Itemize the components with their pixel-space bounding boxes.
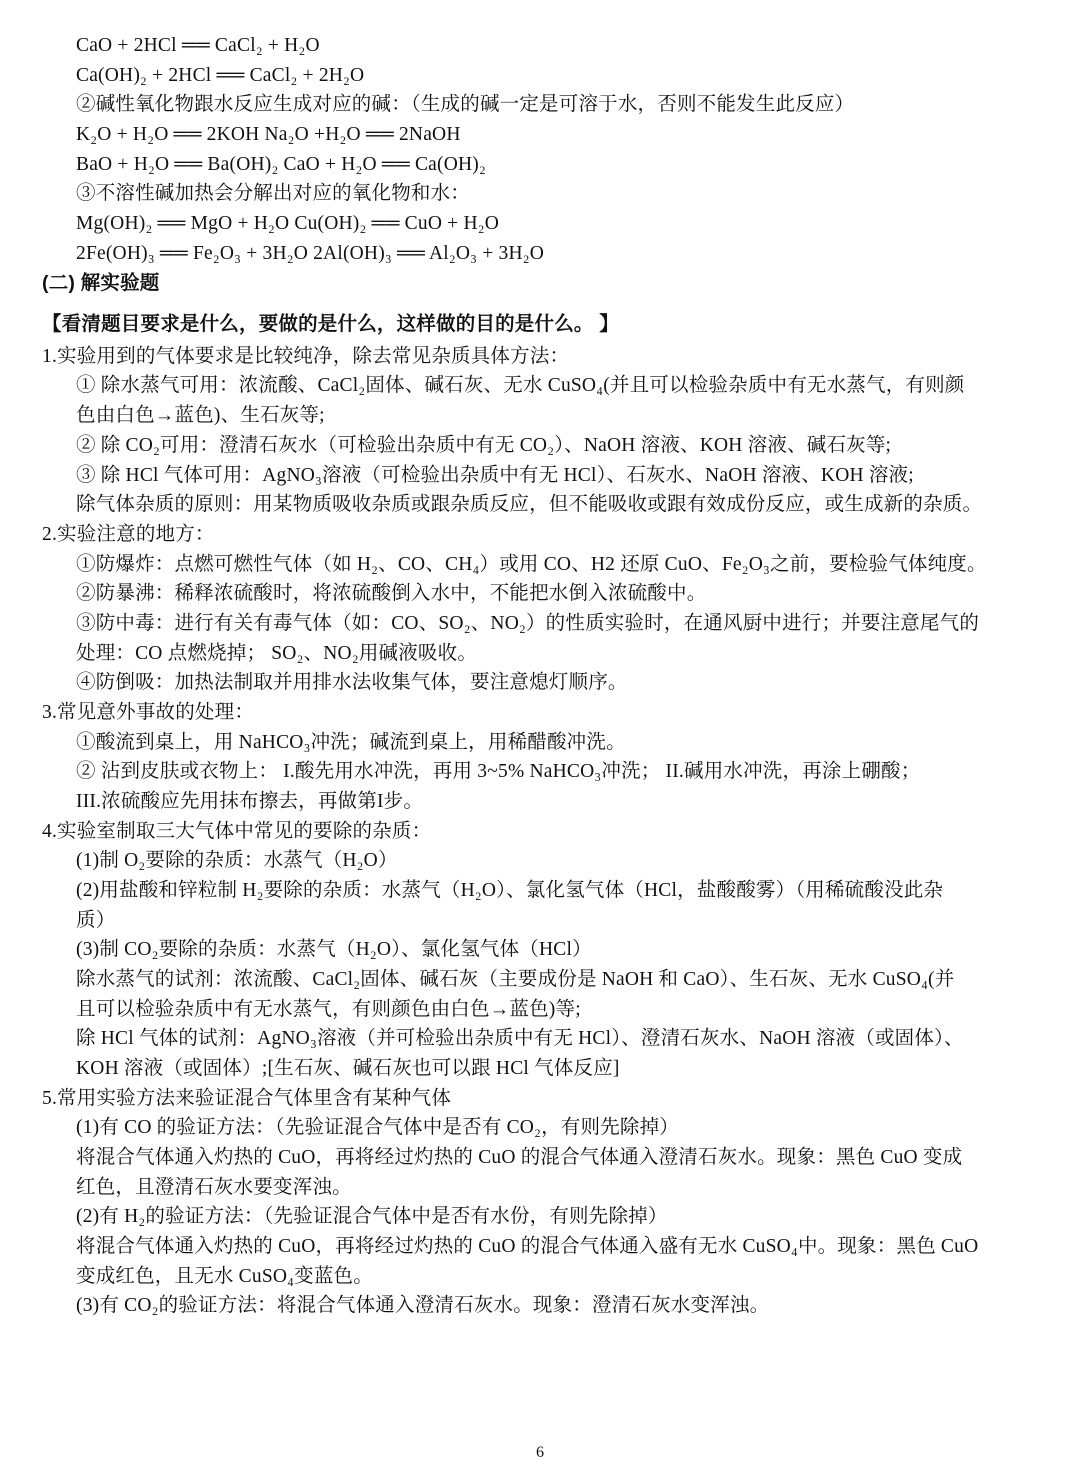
item-heading: 3.常见意外事故的处理： [42, 702, 255, 723]
item-heading: 2.实验注意的地方： [42, 524, 215, 545]
text-line: 将混合气体通入灼热的 CuO，再将经过灼热的 CuO 的混合气体通入澄清石灰水。现象：黑色 CuO 变成 [76, 1147, 963, 1168]
text-line: 变成红色，且无水 CuSO₄变蓝色。 [76, 1266, 373, 1287]
equation-line: 2Fe(OH)₃ ══ Fe₂O₃ + 3H₂O 2Al(OH)₃ ══ Al₂O₃ + 3H₂O [76, 243, 545, 264]
text-line: III.浓硫酸应先用抹布擦去，再做第I步。 [76, 791, 424, 812]
text-line: ④防倒吸：加热法制取并用排水法收集气体，要注意熄灯顺序。 [76, 672, 628, 693]
section-heading: (二) 解实验题 [42, 272, 160, 294]
text-line: ①防爆炸：点燃可燃性气体（如 H₂、CO、CH₄）或用 CO、H2 还原 CuO、Fe₂O₃之前，要检验气体纯度。 [76, 554, 987, 575]
text-line: ①酸流到桌上，用 NaHCO₃冲洗；碱流到桌上，用稀醋酸冲洗。 [76, 732, 626, 753]
text-line: ③防中毒：进行有关有毒气体（如：CO、SO₂、NO₂）的性质实验时，在通风厨中进行；并要注意尾气的 [76, 613, 980, 634]
page-number: 6 [536, 1444, 544, 1461]
text-line: 色由白色→蓝色)、生石灰等; [76, 405, 325, 426]
equation-line: Ca(OH)₂ + 2HCl ══ CaCl₂ + 2H₂O [76, 65, 365, 86]
text-line: 红色，且澄清石灰水要变浑浊。 [76, 1177, 352, 1198]
item-heading: 4.实验室制取三大气体中常见的要除的杂质： [42, 821, 432, 842]
text-line: ②碱性氧化物跟水反应生成对应的碱：（生成的碱一定是可溶于水，否则不能发生此反应） [76, 94, 855, 115]
text-line: 除 HCl 气体的试剂：AgNO₃溶液（并可检验出杂质中有无 HCl）、澄清石灰水、NaOH 溶液（或固体）、 [76, 1028, 964, 1049]
text-line: ③ 除 HCl 气体可用：AgNO₃溶液（可检验出杂质中有无 HCl）、石灰水、NaOH 溶液、KOH 溶液; [76, 465, 914, 486]
bracket-note: 【看清题目要求是什么，要做的是什么，这样做的目的是什么。 】 [42, 313, 619, 335]
equation-line: BaO + H₂O ══ Ba(OH)₂ CaO + H₂O ══ Ca(OH)₂ [76, 154, 486, 175]
text-line: KOH 溶液（或固体）;[生石灰、碱石灰也可以跟 HCl 气体反应] [76, 1058, 620, 1079]
text-line: ① 除水蒸气可用：浓流酸、CaCl₂固体、碱石灰、无水 CuSO₄(并且可以检验杂质中有无水蒸气，有则颜 [76, 375, 965, 396]
text-line: (3)有 CO₂的验证方法：将混合气体通入澄清石灰水。现象：澄清石灰水变浑浊。 [76, 1295, 770, 1316]
text-line: (1)制 O₂要除的杂质：水蒸气（H₂O） [76, 850, 398, 871]
text-line: 将混合气体通入灼热的 CuO，再将经过灼热的 CuO 的混合气体通入盛有无水 CuSO₄中。现象：黑色 CuO [76, 1236, 979, 1257]
text-line: (2)用盐酸和锌粒制 H₂要除的杂质：水蒸气（H₂O）、氯化氢气体（HCl，盐酸酸雾）（用稀硫酸没此杂 [76, 880, 944, 901]
text-line: 除气体杂质的原则：用某物质吸收杂质或跟杂质反应，但不能吸收或跟有效成份反应，或生成新的杂质。 [76, 494, 983, 515]
text-line: 除水蒸气的试剂：浓流酸、CaCl₂固体、碱石灰（主要成份是 NaOH 和 CaO）、生石灰、无水 CuSO₄(并 [76, 969, 955, 990]
equation-line: K₂O + H₂O ══ 2KOH Na₂O +H₂O ══ 2NaOH [76, 124, 461, 145]
text-line: 且可以检验杂质中有无水蒸气，有则颜色由白色→蓝色)等; [76, 999, 581, 1020]
text-line: (1)有 CO 的验证方法：（先验证混合气体中是否有 CO₂，有则先除掉） [76, 1117, 679, 1138]
text-line: ②防暴沸：稀释浓硫酸时，将浓硫酸倒入水中，不能把水倒入浓硫酸中。 [76, 583, 707, 604]
text-line: ② 除 CO₂可用：澄清石灰水（可检验出杂质中有无 CO₂）、NaOH 溶液、KOH 溶液、碱石灰等; [76, 435, 892, 456]
text-line: 处理：CO 点燃烧掉； SO₂、NO₂用碱液吸收。 [76, 643, 478, 664]
text-line: ② 沾到皮肤或衣物上： I.酸先用水冲洗，再用 3~5% NaHCO₃冲洗； II.碱用水冲洗，再涂上硼酸； [76, 761, 921, 782]
text-line: ③不溶性碱加热会分解出对应的氧化物和水： [76, 183, 471, 204]
equation-line: CaO + 2HCl ══ CaCl₂ + H₂O [76, 35, 320, 56]
item-heading: 5.常用实验方法来验证混合气体里含有某种气体 [42, 1088, 452, 1109]
equation-line: Mg(OH)₂ ══ MgO + H₂O Cu(OH)₂ ══ CuO + H₂O [76, 213, 500, 234]
item-heading: 1.实验用到的气体要求是比较纯净，除去常见杂质具体方法： [42, 346, 570, 367]
text-line: (3)制 CO₂要除的杂质：水蒸气（H₂O）、氯化氢气体（HCl） [76, 939, 592, 960]
text-line: (2)有 H₂的验证方法：（先验证混合气体中是否有水份，有则先除掉） [76, 1206, 668, 1227]
text-line: 质） [76, 910, 116, 931]
